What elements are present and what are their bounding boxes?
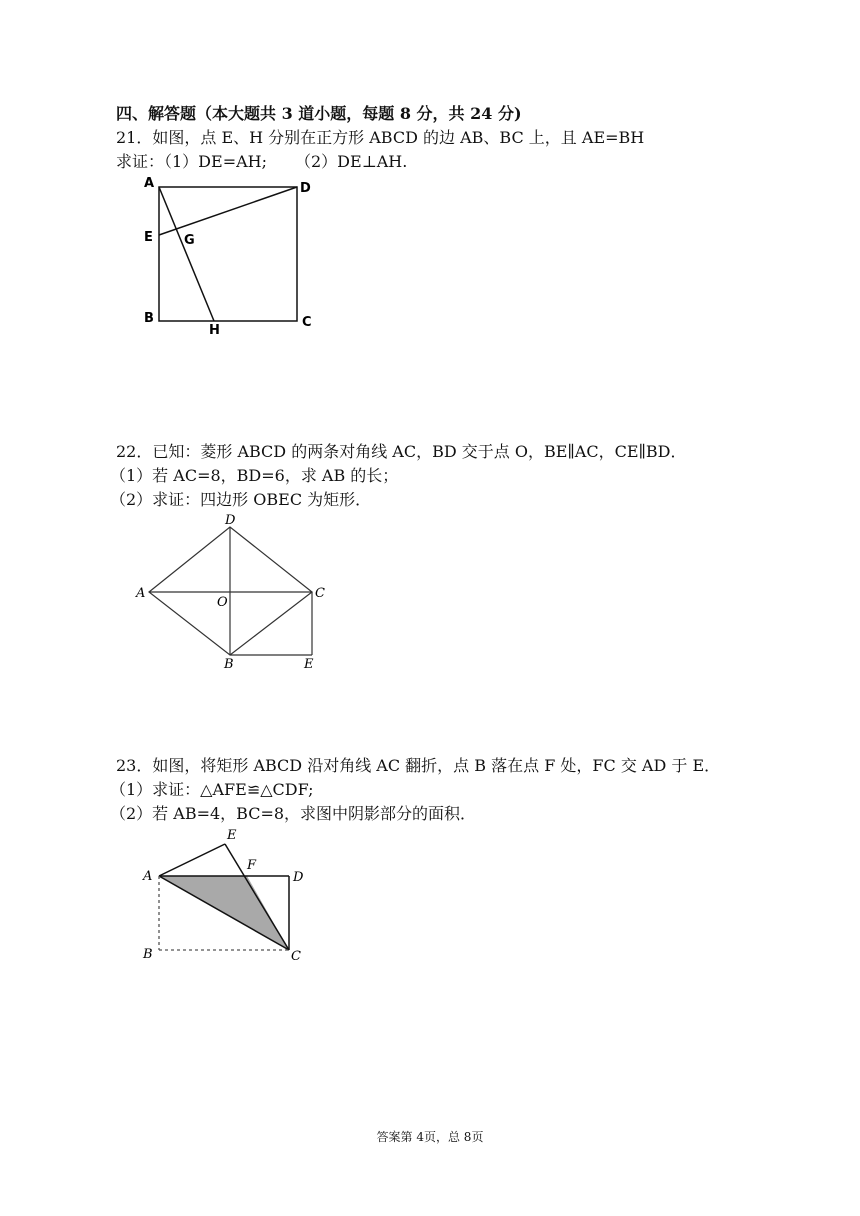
q21-proof-line [116, 152, 407, 172]
q22-part2: （2）求证：四边形 OBEC 为矩形． [110, 490, 372, 509]
q21-label-d: D [300, 181, 311, 196]
q21-label-b: B [144, 311, 154, 326]
q22-stem: 22．已知：菱形 ABCD 的两条对角线 AC，BD 交于点 O，BE∥AC，CE∥BD． [116, 442, 687, 461]
q22-label-e: E [304, 657, 314, 672]
q21-label-c: C [302, 315, 312, 330]
q23-label-f: F [247, 858, 257, 873]
q21-segment-ah [159, 187, 214, 321]
q21-square [159, 187, 297, 321]
q23-part1: （1）求证：△AFE≌△CDF; [110, 780, 314, 799]
section-heading: 四、解答题（本大题共 3 道小题，每题 8 分，共 24 分) [116, 104, 522, 123]
q23-stem: 23．如图，将矩形 ABCD 沿对角线 AC 翻折，点 B 落在点 F 处，FC 交 AD 于 E． [116, 756, 721, 775]
q22-label-c: C [315, 586, 325, 601]
q21-label-a: A [144, 176, 155, 191]
q21-stem: 21．如图，点 E、H 分别在正方形 ABCD 的边 AB、BC 上，且 AE=BH [116, 128, 645, 147]
q23-label-e: E [227, 828, 237, 843]
q22-part1: （1）若 AC=8，BD=6，求 AB 的长； [110, 466, 399, 485]
q22-figure [130, 512, 330, 677]
q21-label-g: G [184, 233, 195, 248]
q23-figure [130, 822, 330, 972]
q21-figure [130, 172, 330, 342]
q23-label-a: A [143, 869, 153, 884]
q21-segment-de [159, 187, 297, 235]
q22-label-b: B [224, 657, 234, 672]
q22-label-a: A [136, 586, 146, 601]
q23-label-c: C [291, 949, 301, 964]
page-footer: 答案第 4页，总 8页 [376, 1130, 484, 1144]
q23-label-b: B [143, 947, 153, 962]
q21-proof-part1: 求证：（1）DE=AH; [116, 152, 267, 171]
q22-label-o: O [217, 595, 228, 610]
q21-label-e: E [144, 230, 153, 245]
q23-label-d: D [293, 870, 304, 885]
q21-label-h: H [209, 323, 220, 338]
q21-proof-part2: （2）DE⊥AH. [295, 152, 408, 171]
q22-label-d: D [225, 513, 236, 528]
q23-segment-ae [159, 844, 225, 876]
q23-part2: （2）若 AB=4，BC=8，求图中阴影部分的面积． [110, 804, 477, 823]
